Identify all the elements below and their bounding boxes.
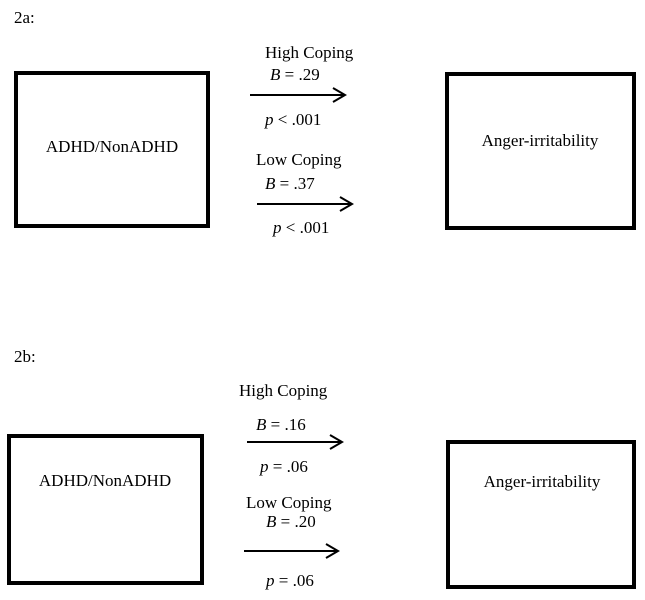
predictor-box [9,436,202,583]
outcome-box [448,442,634,587]
arrow-icon [244,544,338,558]
outcome-box [447,74,634,228]
panel-label: 2b: [14,347,36,366]
group-label: High Coping [239,381,328,400]
p-value: p < .001 [273,218,330,237]
arrow-icon [257,197,352,211]
p-value: p < .001 [265,110,322,129]
group-label: Low Coping [246,493,332,512]
arrow-icon [250,88,345,102]
panel-label: 2a: [14,8,35,27]
p-value: p = .06 [260,457,308,476]
p-value: p = .06 [266,571,314,590]
panel-2b [9,347,634,590]
outcome-label: Anger-irritability [483,472,601,491]
outcome-label: Anger-irritability [481,131,599,150]
arrow-icon [247,435,342,449]
b-coefficient: B = .20 [266,512,316,531]
panel-2a [14,8,634,237]
group-label: High Coping [265,43,354,62]
predictor-label: ADHD/NonADHD [45,137,179,156]
b-coefficient: B = .29 [270,65,320,84]
group-label: Low Coping [256,150,342,169]
b-coefficient: B = .16 [256,415,306,434]
b-coefficient: B = .37 [265,174,315,193]
predictor-label: ADHD/NonADHD [38,471,172,490]
